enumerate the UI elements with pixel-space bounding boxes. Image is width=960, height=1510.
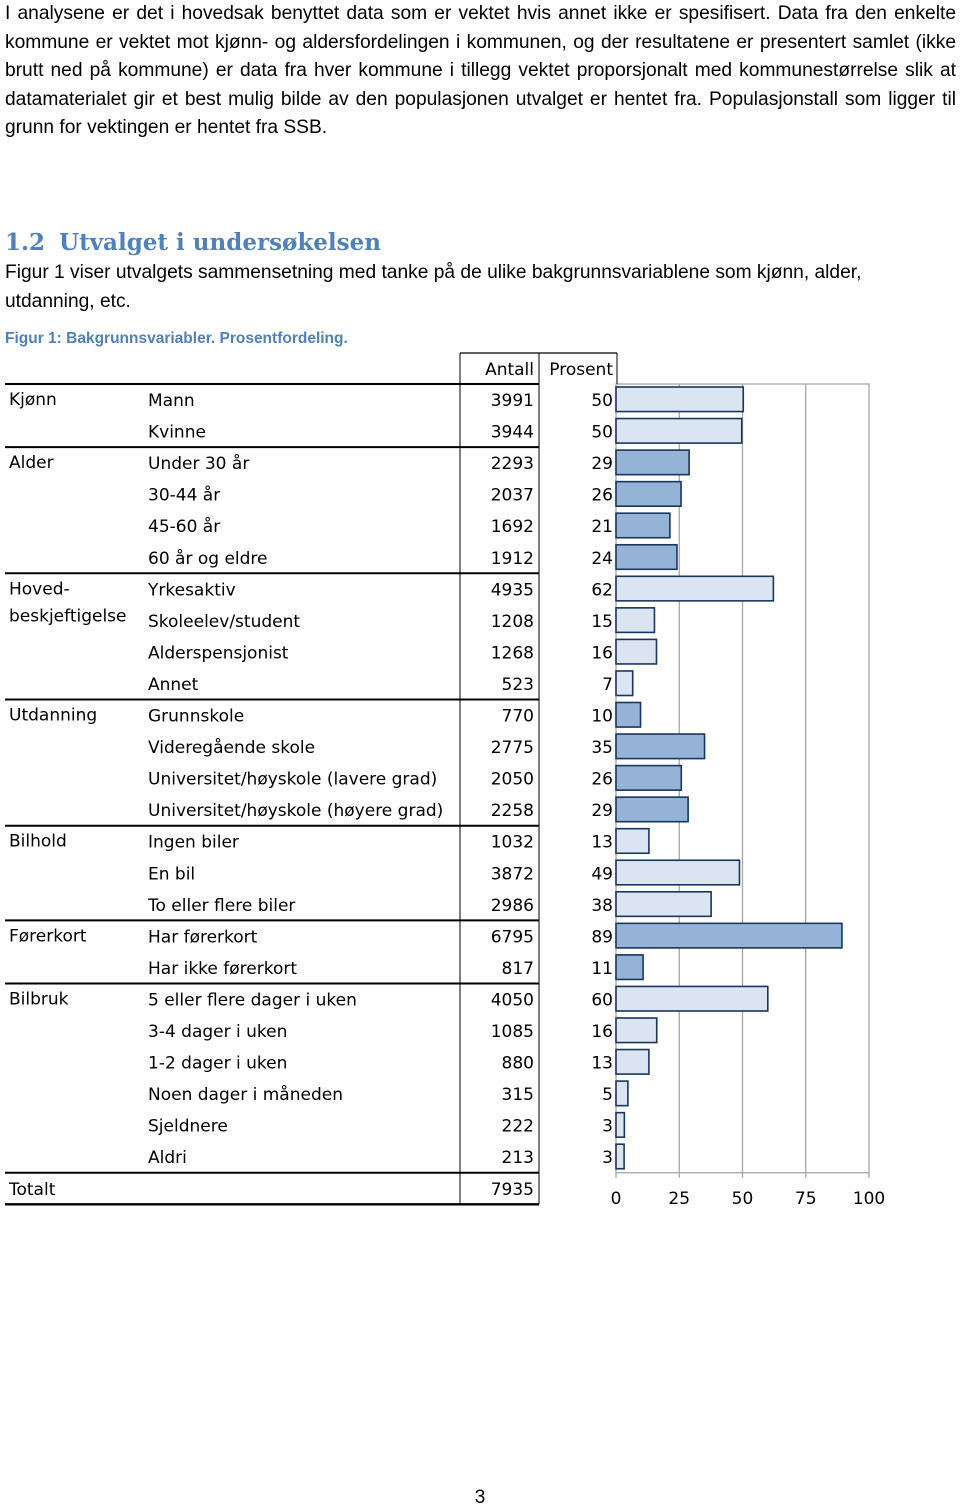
row-label: Under 30 år	[148, 454, 250, 475]
antall-cell: 523	[501, 674, 534, 695]
prosent-cell: 5	[602, 1085, 613, 1106]
antall-cell: 3991	[490, 391, 534, 411]
row-label: Sjeldnere	[148, 1116, 228, 1137]
prosent-cell: 26	[591, 769, 613, 790]
group-label: Bilbruk	[9, 989, 69, 1010]
prosent-cell: 89	[591, 927, 613, 948]
row-label: 45-60 år	[148, 517, 221, 538]
antall-cell: 1912	[490, 548, 534, 569]
group-label: beskjeftigelse	[9, 606, 127, 627]
row-label: Noen dager i måneden	[148, 1085, 343, 1106]
bar	[616, 797, 688, 822]
total-label: Totalt	[9, 1179, 56, 1200]
bar	[616, 1144, 624, 1169]
antall-cell: 770	[501, 706, 534, 727]
row-label: Yrkesaktiv	[148, 580, 236, 601]
section-paragraph: Figur 1 viser utvalgets sammensetning med tanke på de ulike bakgrunnsvariablene som kjønn, alder, utdanning, etc.	[5, 262, 862, 312]
background-variables-figure	[0, 345, 960, 1244]
group-label: Bilhold	[9, 831, 67, 852]
bar	[616, 986, 768, 1011]
x-tick-label: 100	[852, 1188, 886, 1209]
bar	[616, 1113, 624, 1138]
antall-cell: 2986	[490, 895, 534, 916]
antall-cell: 2775	[490, 738, 534, 759]
row-label: Annet	[148, 674, 199, 695]
antall-cell: 1085	[490, 1022, 534, 1042]
bar	[616, 766, 681, 791]
prosent-cell: 13	[591, 832, 613, 853]
antall-cell: 2037	[490, 485, 534, 506]
row-label: Videregående skole	[148, 738, 316, 759]
antall-cell: 1692	[490, 517, 534, 538]
prosent-cell: 3	[602, 1116, 613, 1137]
section-title: Utvalget i undersøkelsen	[59, 229, 381, 256]
row-label: Universitet/høyskole (lavere grad)	[148, 769, 438, 790]
bar	[616, 450, 689, 475]
section-heading	[5, 227, 381, 259]
row-label: En bil	[148, 864, 196, 885]
row-label: 60 år og eldre	[148, 548, 268, 569]
row-label: 30-44 år	[148, 485, 221, 506]
prosent-cell: 11	[591, 958, 613, 979]
bar	[616, 576, 773, 601]
prosent-cell: 15	[591, 611, 613, 632]
row-label: Grunnskole	[148, 706, 245, 727]
row-label: Skoleelev/student	[148, 611, 301, 632]
bar	[616, 923, 842, 948]
intro-paragraph: I analysene er det i hovedsak benyttet data som er vektet hvis annet ikke er spesifisert. Data fra den enkelte kommune er vektet mot kjønn- og aldersfordelingen i kommunen, og der resultatene er presentert samlet (ikke brutt ned på kommune) er data fra hver kommune i tillegg vektet proporsjonalt med kommunestørrelse slik at datamaterialet gir et best mulig bilde av den populasjonen utvalget er hentet fra. Populasjonstall som ligger til grunn for vektingen er hentet fra SSB.	[5, 3, 956, 138]
prosent-cell: 29	[591, 801, 613, 822]
group-label: Førerkort	[9, 926, 87, 947]
row-label: 5 eller flere dager i uken	[148, 990, 357, 1011]
prosent-cell: 29	[591, 454, 613, 475]
antall-cell: 1032	[490, 832, 534, 853]
bar	[616, 387, 743, 412]
bar	[616, 671, 633, 696]
bar	[616, 513, 670, 538]
figure-caption: Figur 1: Bakgrunnsvariabler. Prosentfordeling.	[5, 330, 348, 347]
antall-cell: 4050	[490, 990, 534, 1011]
antall-cell: 2050	[490, 769, 534, 790]
antall-cell: 1208	[490, 611, 534, 632]
row-label: 3-4 dager i uken	[148, 1022, 288, 1042]
bar	[616, 545, 677, 570]
prosent-cell: 62	[591, 580, 613, 601]
bar	[616, 1050, 649, 1075]
prosent-cell: 13	[591, 1053, 613, 1074]
row-label: Har ikke førerkort	[148, 958, 298, 979]
x-tick-label: 25	[668, 1188, 691, 1209]
x-tick-label: 0	[610, 1188, 622, 1209]
prosent-cell: 16	[591, 643, 613, 664]
row-label: Aldri	[148, 1148, 187, 1169]
antall-cell: 4935	[490, 580, 534, 601]
bar	[616, 860, 739, 885]
antall-cell: 315	[501, 1085, 534, 1106]
antall-cell: 6795	[490, 927, 534, 948]
prosent-cell: 16	[591, 1022, 613, 1042]
section-number: 1.2	[5, 229, 46, 256]
antall-cell: 817	[501, 958, 534, 979]
prosent-cell: 10	[591, 706, 613, 727]
bar	[616, 608, 654, 633]
antall-cell: 2293	[490, 454, 534, 475]
antall-cell: 880	[501, 1053, 534, 1074]
x-tick-label: 50	[731, 1188, 754, 1209]
total-antall: 7935	[490, 1179, 534, 1200]
row-label: Har førerkort	[148, 927, 258, 948]
prosent-header: Prosent	[549, 360, 613, 380]
bar	[616, 703, 641, 728]
antall-cell: 213	[501, 1148, 534, 1169]
bar	[616, 829, 649, 854]
row-label: 1-2 dager i uken	[148, 1053, 288, 1074]
row-label: Mann	[148, 391, 195, 411]
prosent-cell: 7	[602, 674, 613, 695]
group-label: Kjønn	[9, 390, 57, 410]
x-tick-label: 75	[794, 1188, 817, 1209]
group-label: Alder	[9, 453, 54, 474]
prosent-cell: 50	[591, 422, 613, 443]
row-label: To eller flere biler	[148, 895, 296, 916]
antall-cell: 1268	[490, 643, 534, 664]
bar	[616, 1081, 628, 1106]
prosent-cell: 35	[591, 738, 613, 759]
prosent-cell: 49	[591, 864, 613, 885]
row-label: Ingen biler	[148, 832, 239, 853]
antall-cell: 3944	[490, 422, 534, 443]
group-label: Utdanning	[9, 705, 98, 726]
bar	[616, 1018, 657, 1043]
row-label: Universitet/høyskole (høyere grad)	[148, 801, 444, 822]
bar	[616, 892, 711, 917]
antall-cell: 2258	[490, 801, 534, 822]
page-number: 3	[474, 1487, 486, 1508]
prosent-cell: 50	[591, 391, 613, 411]
bar	[616, 482, 681, 507]
group-label: Hoved-	[9, 579, 70, 600]
bar	[616, 955, 643, 980]
prosent-cell: 26	[591, 485, 613, 506]
prosent-cell: 24	[591, 548, 613, 569]
antall-cell: 222	[501, 1116, 534, 1137]
row-label: Kvinne	[148, 422, 206, 443]
prosent-cell: 3	[602, 1148, 613, 1169]
prosent-cell: 38	[591, 895, 613, 916]
row-label: Alderspensjonist	[148, 643, 289, 664]
prosent-cell: 21	[591, 517, 613, 538]
bar	[616, 639, 656, 664]
antall-cell: 3872	[490, 864, 534, 885]
antall-header: Antall	[485, 360, 534, 380]
prosent-cell: 60	[591, 990, 613, 1011]
bar	[616, 734, 705, 759]
bar	[616, 419, 742, 444]
